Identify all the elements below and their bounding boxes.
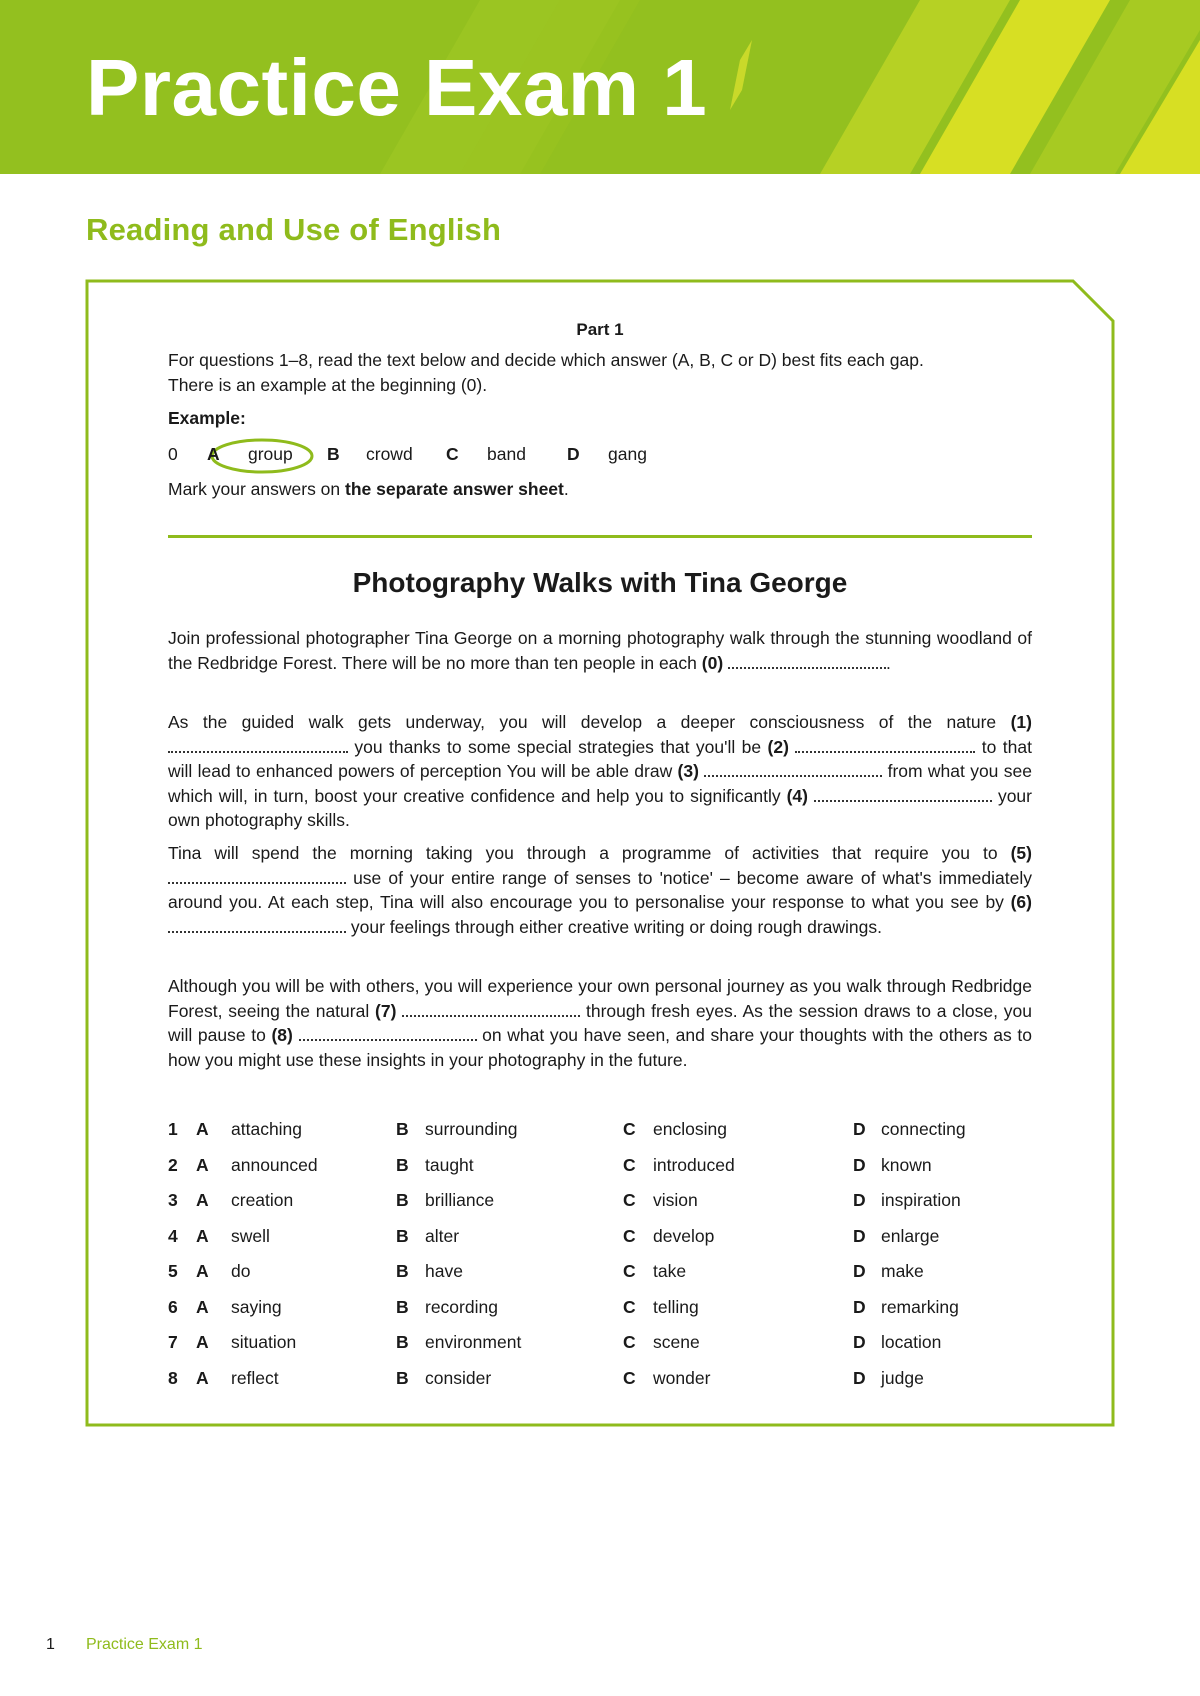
- page-title: Practice Exam 1: [86, 43, 708, 132]
- option-letter-b: B: [396, 1225, 409, 1246]
- option-d: remarking: [881, 1296, 959, 1317]
- instructions-line-2: There is an example at the beginning (0).: [168, 375, 488, 395]
- option-d: inspiration: [881, 1190, 961, 1210]
- option-c: develop: [653, 1225, 715, 1246]
- option-a: attaching: [231, 1119, 303, 1139]
- gap-3: (3): [677, 761, 699, 781]
- option-letter-c: C: [623, 1154, 636, 1175]
- option-d: connecting: [881, 1119, 966, 1139]
- option-b: recording: [425, 1296, 498, 1317]
- option-number: 6: [168, 1296, 178, 1317]
- option-letter-b: B: [396, 1190, 409, 1210]
- answer-sheet-note: Mark your answers on the separate answer sheet.: [168, 479, 569, 499]
- option-b: have: [425, 1261, 463, 1281]
- option-b: brilliance: [425, 1190, 495, 1210]
- option-letter-c: C: [623, 1332, 636, 1352]
- option-b: consider: [425, 1367, 492, 1388]
- option-b: alter: [425, 1225, 460, 1246]
- option-d: enlarge: [881, 1225, 940, 1246]
- article-title: Photography Walks with Tina George: [352, 567, 848, 598]
- option-a: reflect: [231, 1367, 279, 1388]
- option-letter-a: A: [196, 1154, 209, 1175]
- example-word-c: band: [487, 444, 526, 464]
- option-letter-a: A: [196, 1119, 209, 1139]
- option-letter-b: B: [396, 1332, 409, 1352]
- option-number: 5: [168, 1261, 178, 1281]
- option-letter-a: A: [196, 1261, 209, 1281]
- option-c: enclosing: [653, 1119, 727, 1139]
- option-letter-d: D: [853, 1332, 866, 1352]
- option-a: do: [231, 1261, 251, 1281]
- example-letter-a: A: [207, 444, 220, 464]
- option-d: judge: [881, 1367, 924, 1388]
- page-number: 1: [46, 1636, 55, 1653]
- option-letter-a: A: [196, 1296, 209, 1317]
- option-letter-d: D: [853, 1154, 866, 1175]
- option-letter-c: C: [623, 1296, 636, 1317]
- option-letter-d: D: [853, 1296, 866, 1317]
- example-word-b: crowd: [366, 444, 413, 464]
- option-c: introduced: [653, 1154, 735, 1175]
- paragraph-1: Join professional photographer Tina George on a morning photography walk through the stunning woodland of the Redbridge Forest. There will be no more than ten people in each (0) .: [168, 628, 1032, 673]
- option-letter-b: B: [396, 1119, 409, 1139]
- option-b: environment: [425, 1332, 522, 1352]
- gap-4: (4): [786, 785, 808, 806]
- option-c: telling: [653, 1296, 699, 1317]
- option-a: saying: [231, 1296, 282, 1317]
- paragraph-3: Tina will spend the morning taking you through a programme of activities that require you to (5) use of your entire range of senses to 'notice' – become aware of what's immediately around you. At each step, Tina will also encourage you to personalise your response to what you see by (6) your feelings through either creative writing or doing rough drawings.: [168, 843, 1032, 937]
- option-letter-c: C: [623, 1261, 636, 1281]
- option-letter-a: A: [196, 1225, 209, 1246]
- option-letter-a: A: [196, 1367, 209, 1388]
- instructions-line-1: For questions 1–8, read the text below and decide which answer (A, B, C or D) best fits each gap.: [168, 350, 924, 370]
- part-heading: Part 1: [576, 320, 624, 339]
- paragraph-4: Although you will be with others, you will experience your own personal journey as you walk through Redbridge Forest, seeing the natural (7) through fresh eyes. As the session draws to a close, you will pause to (8) on what you have seen, and share your thoughts with the others as to how you might use these insights in your photography in the future.: [168, 976, 1032, 1070]
- option-b: surrounding: [425, 1119, 518, 1139]
- example-number: 0: [168, 444, 178, 464]
- option-number: 4: [168, 1225, 178, 1246]
- option-letter-b: B: [396, 1261, 409, 1281]
- option-letter-c: C: [623, 1367, 636, 1388]
- option-letter-d: D: [853, 1190, 866, 1210]
- gap-6: (6): [1010, 892, 1032, 912]
- option-c: vision: [653, 1190, 698, 1210]
- option-letter-a: A: [196, 1190, 209, 1210]
- gap-5: (5): [1010, 843, 1032, 863]
- section-title: Reading and Use of English: [86, 212, 502, 247]
- option-letter-c: C: [623, 1190, 636, 1210]
- option-a: creation: [231, 1190, 294, 1210]
- option-letter-a: A: [196, 1332, 209, 1352]
- example-letter-b: B: [327, 444, 340, 464]
- example-word-d: gang: [608, 444, 647, 464]
- gap-7: (7): [375, 1000, 397, 1021]
- option-a: announced: [231, 1154, 318, 1175]
- option-number: 2: [168, 1154, 178, 1175]
- option-letter-d: D: [853, 1119, 866, 1139]
- option-letter-b: B: [396, 1296, 409, 1317]
- option-letter-d: D: [853, 1225, 866, 1246]
- gap-1: (1): [1010, 712, 1032, 732]
- option-letter-b: B: [396, 1367, 409, 1388]
- example-word-a: group: [248, 444, 293, 464]
- option-d: location: [881, 1332, 942, 1352]
- example-label: Example:: [168, 408, 246, 428]
- option-d: known: [881, 1154, 932, 1175]
- option-c: wonder: [653, 1367, 711, 1388]
- option-number: 8: [168, 1367, 178, 1388]
- option-number: 1: [168, 1119, 178, 1139]
- paragraph-2: As the guided walk gets underway, you will develop a deeper consciousness of the nature (1) you thanks to some special strategies that you'll be (2) to that will lead to enhanced powers of perception You will be able draw (3) from what you see which will, in turn, boost your creative confidence and help you to significantly (4) your own photography skills.: [168, 712, 1032, 830]
- option-letter-c: C: [623, 1119, 636, 1139]
- gap-2: (2): [767, 736, 789, 757]
- option-c: scene: [653, 1332, 700, 1352]
- option-c: take: [653, 1261, 687, 1281]
- gap-8: (8): [271, 1025, 293, 1045]
- option-b: taught: [425, 1154, 474, 1175]
- footer-label: Practice Exam 1: [86, 1636, 203, 1653]
- example-letter-d: D: [567, 444, 580, 464]
- option-a: swell: [231, 1225, 270, 1246]
- option-letter-d: D: [853, 1261, 866, 1281]
- option-number: 7: [168, 1332, 178, 1352]
- option-d: make: [881, 1261, 924, 1281]
- option-number: 3: [168, 1190, 178, 1210]
- divider: [168, 535, 1032, 538]
- option-a: situation: [231, 1332, 297, 1352]
- option-letter-c: C: [623, 1225, 636, 1246]
- gap-0: (0): [701, 652, 724, 673]
- example-letter-c: C: [446, 444, 459, 464]
- option-letter-d: D: [853, 1367, 866, 1388]
- task-instructions: [168, 348, 1036, 398]
- option-letter-b: B: [396, 1154, 409, 1175]
